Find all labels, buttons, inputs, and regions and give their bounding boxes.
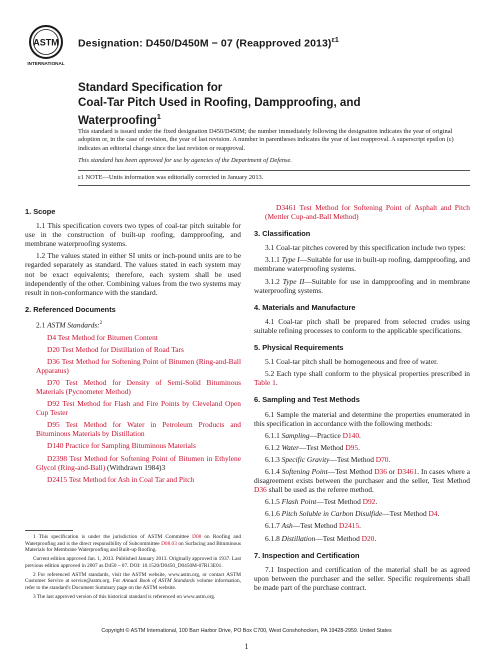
reference-item[interactable] — [25, 345, 241, 354]
title-footnote-mark: 1 — [156, 112, 161, 121]
method-ref-link[interactable]: D36 — [254, 485, 267, 495]
paragraph-number: 6.1.8 — [265, 533, 280, 543]
paragraph-3-1-1 — [254, 255, 470, 273]
editorial-note: ε1 NOTE—Units information was editorially corrected in January 2013. — [78, 174, 264, 181]
committee-link[interactable]: D08 — [192, 534, 202, 540]
reference-title[interactable]: Test Method for Softening Point of Bitumen (Ring-and-Ball Apparatus) — [36, 356, 241, 375]
reference-code[interactable]: D36 — [47, 356, 60, 366]
method-ash: 6.1.7 Ash—Test Method D2415. — [265, 521, 362, 531]
method-text: . In cases where a disagreement exists between the purchaser and the seller, Test Method — [254, 466, 471, 486]
title-line-2: Coal-Tar Pitch Used in Roofing, Dampproofing, and — [78, 95, 361, 109]
section-7-heading: 7. Inspection and Certification — [254, 550, 360, 560]
copyright-line: Copyright © ASTM International, 100 Barr Harbor Drive, PO Box C700, West Conshohocken, PA 19428-2959. United States — [101, 628, 392, 634]
reference-title[interactable]: Test Method for Ash in Coal Tar and Pitch — [68, 474, 195, 484]
method-ref-link[interactable]: D2415 — [339, 521, 360, 531]
paragraph-2-1-number: 2.1 — [36, 320, 46, 330]
subcommittee-link[interactable]: D08.03 — [161, 540, 177, 547]
method-distillation: 6.1.8 Distillation—Test Method D20. — [265, 533, 377, 543]
method-ref-link[interactable]: D92 — [362, 497, 376, 507]
paragraph-number: 3.1.2 — [265, 276, 280, 286]
paragraph-2-1 — [25, 319, 241, 330]
table-1-link[interactable]: Table 1 — [254, 378, 276, 388]
footnote-text: on Roofing and Waterproofing and is the direct responsibility of Subcommittee — [25, 534, 242, 547]
reference-item[interactable] — [25, 420, 241, 438]
paragraph-number: 6.1.4 — [265, 466, 280, 476]
divider-top — [78, 170, 470, 171]
method-text: —Test Method — [292, 521, 340, 531]
paragraph-1-1: 1.1 This specification covers two types of coal-tar pitch suitable for use in the construction of built-up roofing, dampproofing, and membrane waterproofing systems. — [25, 221, 241, 249]
designation-epsilon: ε1 — [331, 37, 339, 44]
reference-title[interactable]: Test Method for Softening Point of Bitumen in Ethylene Glycol (Ring-and-Ball) — [36, 453, 242, 472]
type-description: —Suitable for use in dampproofing and in membrane waterproofing systems. — [254, 276, 470, 295]
logo-international-text: INTERNATIONAL — [27, 61, 65, 66]
footnote-text: 2 For referenced ASTM standards, visit the ASTM website, www.astm.org, or contact ASTM Customer Service at service@astm.org. For — [25, 571, 241, 585]
method-text: or — [386, 466, 398, 476]
footnote-3: 3 The last approved version of this historical standard is referenced on www.astm.org. — [33, 593, 216, 600]
paragraph-number: 6.1.2 — [265, 442, 280, 452]
paragraph-5-2: 5.2 Each type shall conform to the physical properties prescribed in Table 1. — [254, 369, 470, 388]
method-text: —Test Method — [327, 466, 375, 476]
annual-book-title: Annual Book of ASTM Standards — [122, 578, 195, 585]
method-label: Sampling — [281, 430, 310, 440]
svg-text:ASTM: ASTM — [33, 37, 59, 48]
footnote-text: 1 This specification is under the jurisdiction of ASTM Committee — [33, 534, 193, 540]
reference-item[interactable] — [25, 441, 241, 450]
footnote-2 — [25, 572, 241, 592]
section-1-heading: 1. Scope — [25, 207, 56, 216]
method-ref-link[interactable]: D4 — [428, 509, 438, 519]
method-text: —Test Method — [329, 454, 376, 464]
section-3-heading: 3. Classification — [254, 229, 311, 239]
footnote-1-edition: Current edition approved Jan. 1, 2013. Published January 2013. Originally approved in 1937. Last previous edition approved in 2007 as D450 – 07. DOI: 10.1520/D0450_D0450M-07R13E01. — [25, 556, 242, 569]
paragraph-3-1-2 — [254, 277, 470, 295]
title-line-3 — [78, 110, 438, 128]
method-text: —Test Method — [299, 442, 346, 452]
method-label: Softening Point — [281, 466, 328, 476]
paragraph-number: 6.1.1 — [265, 430, 280, 440]
method-softening-point — [254, 467, 470, 494]
paragraph-number: 6.1.6 — [265, 509, 280, 519]
reference-item[interactable] — [25, 454, 241, 472]
method-ref-link[interactable]: D20 — [361, 533, 375, 543]
section-2-heading: 2. Referenced Documents — [25, 304, 116, 314]
reference-code[interactable]: D2398 — [47, 453, 68, 463]
paragraph-3-1: 3.1 Coal-tar pitches covered by this specification include two types: — [265, 243, 466, 253]
dod-approval-note: This standard has been approved for use by agencies of the Department of Defense. — [78, 157, 292, 165]
type-label: Type II — [282, 276, 305, 286]
reference-code[interactable]: D92 — [47, 399, 60, 409]
left-column — [25, 199, 241, 487]
method-pitch-soluble: 6.1.6 Pitch Soluble in Carbon Disulfide—Test Method D4. — [265, 509, 440, 519]
reference-code[interactable]: D95 — [47, 420, 60, 430]
method-ref-link[interactable]: D140 — [342, 430, 360, 440]
paragraph-6-1: 6.1 Sample the material and determine the properties enumerated in this specification in accordance with the following methods: — [254, 409, 470, 428]
method-flash-point: 6.1.5 Flash Point—Test Method D92. — [265, 497, 378, 507]
reference-title[interactable]: Test Method for Density of Semi-Solid Bituminous Materials (Pycnometer Method) — [36, 377, 242, 396]
issuance-note: This standard is issued under the fixed designation D450/D450M; the number immediately following the designation indicates the year of original adoption or, in the case of revision, the year of last revision. A number in parentheses indicates the year of last reapproval. A superscript epsilon (ε) indicates an editorial change since the last revision or reapproval. — [78, 128, 454, 152]
method-label: Specific Gravity — [281, 454, 330, 464]
right-column — [254, 199, 470, 595]
reference-code[interactable]: D20 — [47, 344, 60, 354]
method-ref-link[interactable]: D70 — [375, 454, 389, 464]
reference-code[interactable]: D70 — [47, 377, 60, 387]
reference-item[interactable] — [25, 333, 241, 342]
document-title — [78, 81, 438, 128]
paragraph-5-1: 5.1 Coal-tar pitch shall be homogeneous and free of water. — [265, 357, 439, 367]
designation-text: Designation: D450/D450M − 07 (Reapproved 2013) — [78, 37, 332, 50]
type-label: Type I — [281, 255, 300, 265]
footnote-1 — [25, 534, 241, 554]
reference-item[interactable] — [25, 475, 241, 484]
paragraph-1-2: 1.2 The values stated in either SI units or inch-pound units are to be regarded separately as standard. The values stated in each system may not be exact equivalents; therefore, each system shall be used independently of the other. Combining values from the two systems may result in non-conformance with the standard. — [25, 251, 241, 297]
reference-title[interactable]: Test Method for Softening Point of Asphalt and Pitch (Mettler Cup-and-Ball Method) — [265, 203, 470, 222]
method-ref-link[interactable]: D95 — [345, 442, 359, 452]
reference-title[interactable]: Test Method for Distillation of Road Tars — [61, 344, 184, 354]
method-label: Water — [281, 442, 300, 452]
method-text: —Practice — [309, 430, 343, 440]
astm-logo — [26, 24, 66, 68]
footnote-text: on Surfacing and Bituminous Materials for Membrane Waterproofing and Built-up Roofing. — [25, 540, 241, 554]
reference-title[interactable]: Test Method for Bitumen Content — [57, 332, 158, 342]
method-label: Flash Point — [281, 497, 317, 507]
reference-title[interactable]: Practice for Sampling Bituminous Materials — [65, 441, 196, 451]
divider-bottom — [78, 185, 470, 186]
title-line-3-text: Waterproofing — [78, 113, 157, 127]
reference-code[interactable]: D3461 — [276, 203, 297, 212]
astm-standards-footnote-mark: 2 — [99, 320, 103, 326]
paragraph-4-1: 4.1 Coal-tar pitch shall be prepared from selected crudes using suitable refining processes to conform to the applicable specifications. — [254, 316, 470, 335]
method-text: —Test Method — [315, 533, 362, 543]
section-6-heading: 6. Sampling and Test Methods — [254, 395, 360, 405]
reference-code[interactable]: D4 — [47, 332, 57, 342]
paragraph-number: 6.1.5 — [265, 497, 280, 507]
method-water: 6.1.2 Water—Test Method D95. — [265, 442, 360, 452]
page-number: 1 — [244, 642, 249, 651]
reference-item[interactable] — [25, 378, 241, 396]
standard-intro — [78, 128, 470, 170]
reference-withdrawn-note: (Withdrawn 1984)3 — [105, 462, 166, 472]
section-5-heading: 5. Physical Requirements — [254, 343, 344, 353]
reference-code[interactable]: D140 — [47, 441, 64, 451]
paragraph-number: 6.1.3 — [265, 454, 280, 464]
reference-item[interactable] — [25, 399, 241, 417]
footnote-rule — [25, 530, 73, 531]
footnote-text: volume information, refer to the standard's Document Summary page on the ASTM website. — [25, 578, 241, 591]
method-text: shall be used as the referee method. — [266, 485, 374, 495]
method-text: —Test Method — [382, 509, 429, 519]
method-label: Distillation — [281, 533, 316, 543]
method-sampling: 6.1.1 Sampling—Practice D140. — [265, 430, 361, 440]
method-ref-link[interactable]: D36 — [374, 466, 387, 476]
method-specific-gravity: 6.1.3 Specific Gravity—Test Method D70. — [265, 454, 391, 464]
paragraph-number: 3.1.1 — [265, 255, 280, 265]
title-line-1: Standard Specification for — [78, 81, 223, 94]
reference-code[interactable]: D2415 — [47, 474, 68, 484]
reference-item[interactable] — [254, 203, 470, 221]
designation — [78, 37, 339, 50]
reference-list — [25, 333, 241, 484]
astm-standards-label: ASTM Standards: — [47, 320, 100, 330]
paragraph-number: 6.1.7 — [265, 521, 280, 531]
type-description: —Suitable for use in built-up roofing, dampproofing, and membrane waterproofing systems. — [254, 255, 470, 274]
method-label: Ash — [281, 521, 293, 531]
paragraph-5-2-text: 5.2 Each type shall conform to the physical properties prescribed in — [265, 369, 470, 379]
footnotes — [25, 534, 241, 602]
paragraph-7-1: 7.1 Inspection and certification of the material shall be as agreed upon between the purchaser and the seller. Specific requirements shall be made part of the purchase contract. — [254, 564, 470, 592]
method-label: Pitch Soluble in Carbon Disulfide — [281, 509, 383, 519]
section-4-heading: 4. Materials and Manufacture — [254, 302, 356, 312]
method-text: —Test Method — [316, 497, 363, 507]
reference-title[interactable]: Test Method for Flash and Fire Points by Cleveland Open Cup Tester — [36, 399, 242, 418]
reference-item[interactable] — [25, 357, 241, 375]
reference-title[interactable]: Test Method for Water in Petroleum Products and Bituminous Materials by Distillation — [36, 420, 241, 439]
method-ref-link[interactable]: D3461 — [397, 466, 418, 476]
